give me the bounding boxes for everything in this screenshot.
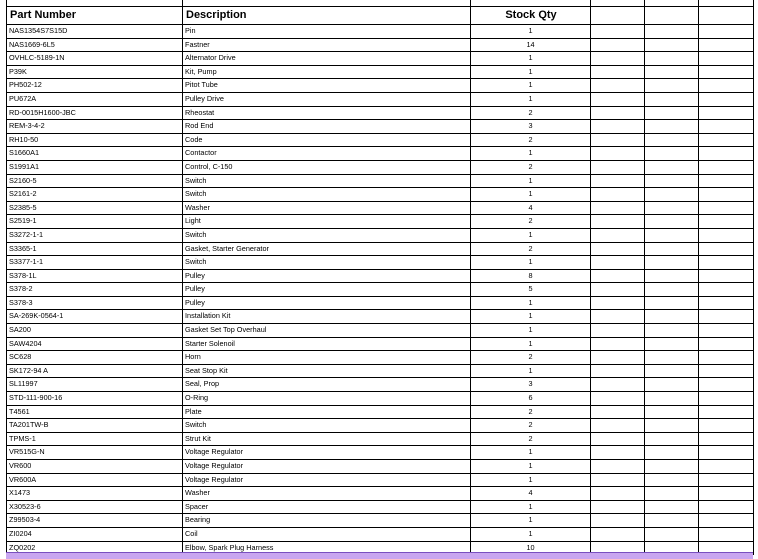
part-number-cell[interactable]: T4561	[7, 405, 183, 419]
empty-cell[interactable]	[699, 256, 754, 270]
empty-cell[interactable]	[645, 256, 699, 270]
stock-qty-cell[interactable]: 1	[471, 500, 591, 514]
table-row	[7, 446, 754, 460]
description-cell[interactable]: Switch	[183, 228, 471, 242]
table-row	[7, 25, 754, 39]
header-part-number[interactable]: Part Number	[7, 7, 183, 25]
stock-qty-cell[interactable]: 4	[471, 487, 591, 501]
description-cell[interactable]: O-Ring	[183, 392, 471, 406]
stock-qty-cell[interactable]: 8	[471, 269, 591, 283]
stock-qty-cell[interactable]: 2	[471, 432, 591, 446]
stock-qty-cell[interactable]: 14	[471, 38, 591, 52]
stock-qty-cell[interactable]: 3	[471, 120, 591, 134]
empty-cell[interactable]	[699, 92, 754, 106]
table-row	[7, 269, 754, 283]
part-number-cell[interactable]: VR600A	[7, 473, 183, 487]
empty-cell[interactable]	[645, 337, 699, 351]
header-stock-qty[interactable]: Stock Qty	[471, 7, 591, 25]
empty-cell[interactable]	[591, 392, 645, 406]
part-number-cell[interactable]: ZQ0202	[7, 541, 183, 555]
empty-cell[interactable]	[645, 296, 699, 310]
empty-cell[interactable]	[699, 79, 754, 93]
empty-cell[interactable]	[591, 527, 645, 541]
table-row	[7, 351, 754, 365]
stock-qty-cell[interactable]: 1	[471, 256, 591, 270]
description-cell[interactable]: Plate	[183, 405, 471, 419]
empty-cell[interactable]	[645, 228, 699, 242]
empty-cell[interactable]	[645, 38, 699, 52]
description-cell[interactable]: Light	[183, 215, 471, 229]
empty-cell[interactable]	[591, 351, 645, 365]
part-number-cell[interactable]: S1991A1	[7, 160, 183, 174]
stock-qty-cell[interactable]: 5	[471, 283, 591, 297]
description-cell[interactable]: Switch	[183, 174, 471, 188]
empty-cell[interactable]	[591, 500, 645, 514]
description-cell[interactable]: Gasket Set Top Overhaul	[183, 324, 471, 338]
empty-cell[interactable]	[645, 147, 699, 161]
empty-cell[interactable]	[699, 269, 754, 283]
part-number-cell[interactable]: S3365-1	[7, 242, 183, 256]
empty-cell[interactable]	[645, 79, 699, 93]
table-row	[7, 432, 754, 446]
stock-qty-cell[interactable]: 2	[471, 160, 591, 174]
table-row	[7, 310, 754, 324]
part-number-cell[interactable]: VR515G-N	[7, 446, 183, 460]
empty-cell[interactable]	[699, 52, 754, 66]
part-number-cell[interactable]: NAS1669-6L5	[7, 38, 183, 52]
empty-cell[interactable]	[645, 405, 699, 419]
table-row	[7, 38, 754, 52]
empty-cell[interactable]	[591, 106, 645, 120]
table-row	[7, 337, 754, 351]
empty-cell[interactable]	[591, 92, 645, 106]
stock-qty-cell[interactable]: 1	[471, 92, 591, 106]
empty-cell[interactable]	[699, 405, 754, 419]
part-number-cell[interactable]: SA200	[7, 324, 183, 338]
empty-cell[interactable]	[645, 188, 699, 202]
empty-cell[interactable]	[591, 514, 645, 528]
empty-cell[interactable]	[591, 487, 645, 501]
table-row	[7, 120, 754, 134]
table-row	[7, 106, 754, 120]
empty-cell[interactable]	[645, 527, 699, 541]
part-number-cell[interactable]: OVHLC-5189-1N	[7, 52, 183, 66]
empty-cell[interactable]	[699, 147, 754, 161]
empty-cell[interactable]	[591, 174, 645, 188]
empty-cell[interactable]	[645, 133, 699, 147]
empty-cell[interactable]	[699, 419, 754, 433]
description-cell[interactable]: Pitot Tube	[183, 79, 471, 93]
empty-cell[interactable]	[645, 487, 699, 501]
empty-cell[interactable]	[699, 160, 754, 174]
empty-cell[interactable]	[591, 405, 645, 419]
stock-qty-cell[interactable]: 2	[471, 242, 591, 256]
empty-cell[interactable]	[645, 201, 699, 215]
empty-cell[interactable]	[699, 38, 754, 52]
stock-qty-cell[interactable]: 1	[471, 337, 591, 351]
empty-cell[interactable]	[645, 392, 699, 406]
empty-cell[interactable]	[699, 310, 754, 324]
empty-cell[interactable]	[645, 25, 699, 39]
stock-qty-cell[interactable]: 4	[471, 201, 591, 215]
table-row	[7, 160, 754, 174]
description-cell[interactable]: Code	[183, 133, 471, 147]
empty-cell[interactable]	[591, 228, 645, 242]
empty-cell[interactable]	[591, 269, 645, 283]
table-row	[7, 364, 754, 378]
empty-cell[interactable]	[645, 378, 699, 392]
empty-cell[interactable]	[591, 283, 645, 297]
description-cell[interactable]: Pin	[183, 25, 471, 39]
empty-cell[interactable]	[699, 25, 754, 39]
description-cell[interactable]: Pulley	[183, 269, 471, 283]
empty-cell[interactable]	[645, 269, 699, 283]
table-row	[7, 473, 754, 487]
part-number-cell[interactable]: SC628	[7, 351, 183, 365]
empty-cell[interactable]	[591, 460, 645, 474]
part-number-cell[interactable]: S2519-1	[7, 215, 183, 229]
empty-cell[interactable]	[645, 52, 699, 66]
empty-cell[interactable]	[591, 446, 645, 460]
empty-cell[interactable]	[699, 201, 754, 215]
table-row	[7, 460, 754, 474]
empty-cell[interactable]	[645, 432, 699, 446]
empty-cell[interactable]	[699, 527, 754, 541]
stock-qty-cell[interactable]: 2	[471, 419, 591, 433]
table-row	[7, 215, 754, 229]
part-number-cell[interactable]: P39K	[7, 65, 183, 79]
stock-qty-cell[interactable]: 1	[471, 65, 591, 79]
empty-cell[interactable]	[645, 460, 699, 474]
empty-cell[interactable]	[645, 242, 699, 256]
description-cell[interactable]: Horn	[183, 351, 471, 365]
empty-cell[interactable]	[591, 256, 645, 270]
table-row	[7, 79, 754, 93]
empty-cell[interactable]	[699, 460, 754, 474]
table-row	[7, 256, 754, 270]
table-row	[7, 324, 754, 338]
empty-cell[interactable]	[591, 79, 645, 93]
empty-cell[interactable]	[699, 432, 754, 446]
part-number-cell[interactable]: SAW4204	[7, 337, 183, 351]
empty-cell[interactable]	[645, 446, 699, 460]
part-number-cell[interactable]: ZI0204	[7, 527, 183, 541]
empty-cell[interactable]	[645, 419, 699, 433]
table-row	[7, 500, 754, 514]
empty-cell[interactable]	[699, 106, 754, 120]
description-cell[interactable]: Seat Stop Kit	[183, 364, 471, 378]
stock-qty-cell[interactable]: 2	[471, 133, 591, 147]
table-row	[7, 52, 754, 66]
empty-cell[interactable]	[591, 337, 645, 351]
part-number-cell[interactable]: TA201TW-B	[7, 419, 183, 433]
table-row	[7, 92, 754, 106]
stock-qty-cell[interactable]: 1	[471, 25, 591, 39]
empty-cell[interactable]	[645, 324, 699, 338]
stock-qty-cell[interactable]: 1	[471, 228, 591, 242]
empty-cell[interactable]	[645, 215, 699, 229]
description-cell[interactable]: Kit, Pump	[183, 65, 471, 79]
empty-cell[interactable]	[591, 133, 645, 147]
empty-cell[interactable]	[591, 38, 645, 52]
empty-cell[interactable]	[591, 378, 645, 392]
table-row	[7, 487, 754, 501]
empty-cell[interactable]	[591, 215, 645, 229]
table-row	[7, 188, 754, 202]
table-row	[7, 405, 754, 419]
empty-cell[interactable]	[699, 296, 754, 310]
empty-cell[interactable]	[699, 514, 754, 528]
stock-qty-cell[interactable]: 3	[471, 378, 591, 392]
part-number-cell[interactable]: SA-269K-0564-1	[7, 310, 183, 324]
empty-cell[interactable]	[699, 283, 754, 297]
description-cell[interactable]: Elbow, Spark Plug Harness	[183, 541, 471, 555]
stock-qty-cell[interactable]: 1	[471, 364, 591, 378]
stock-qty-cell[interactable]: 6	[471, 392, 591, 406]
description-cell[interactable]: Washer	[183, 201, 471, 215]
empty-cell[interactable]	[591, 296, 645, 310]
stock-qty-cell[interactable]: 1	[471, 460, 591, 474]
stock-qty-cell[interactable]: 2	[471, 106, 591, 120]
description-cell[interactable]: Washer	[183, 487, 471, 501]
table-row	[7, 283, 754, 297]
description-cell[interactable]: Rod End	[183, 120, 471, 134]
empty-cell[interactable]	[699, 65, 754, 79]
empty-cell[interactable]	[591, 65, 645, 79]
empty-cell[interactable]	[591, 242, 645, 256]
table-row	[7, 133, 754, 147]
table-row	[7, 514, 754, 528]
table-row	[7, 296, 754, 310]
empty-cell[interactable]	[591, 147, 645, 161]
empty-cell[interactable]	[645, 92, 699, 106]
part-number-cell[interactable]: SK172-94 A	[7, 364, 183, 378]
empty-cell[interactable]	[645, 106, 699, 120]
table-row	[7, 174, 754, 188]
header-description[interactable]: Description	[183, 7, 471, 25]
empty-cell[interactable]	[699, 351, 754, 365]
stock-qty-cell[interactable]: 2	[471, 351, 591, 365]
description-cell[interactable]: Seal, Prop	[183, 378, 471, 392]
header-empty-cell[interactable]	[699, 7, 754, 25]
stock-qty-cell[interactable]: 1	[471, 473, 591, 487]
table-row	[7, 65, 754, 79]
table-row	[7, 527, 754, 541]
stock-qty-cell[interactable]: 1	[471, 446, 591, 460]
part-number-cell[interactable]: S378-2	[7, 283, 183, 297]
empty-cell[interactable]	[645, 500, 699, 514]
description-cell[interactable]: Coil	[183, 527, 471, 541]
selection-band	[6, 552, 753, 559]
empty-cell[interactable]	[591, 324, 645, 338]
description-cell[interactable]: Voltage Regulator	[183, 473, 471, 487]
stock-table	[6, 0, 754, 555]
empty-cell[interactable]	[699, 133, 754, 147]
description-cell[interactable]: Switch	[183, 188, 471, 202]
header-row	[7, 7, 754, 25]
empty-cell[interactable]	[699, 446, 754, 460]
description-cell[interactable]: Voltage Regulator	[183, 460, 471, 474]
description-cell[interactable]: Pulley	[183, 296, 471, 310]
part-number-cell[interactable]: X30523-6	[7, 500, 183, 514]
empty-cell[interactable]	[699, 188, 754, 202]
part-number-cell[interactable]: TPMS-1	[7, 432, 183, 446]
empty-cell[interactable]	[645, 120, 699, 134]
empty-cell[interactable]	[591, 188, 645, 202]
header-empty-cell[interactable]	[645, 7, 699, 25]
empty-cell[interactable]	[699, 392, 754, 406]
empty-cell[interactable]	[591, 364, 645, 378]
table-row	[7, 378, 754, 392]
empty-cell[interactable]	[591, 310, 645, 324]
empty-cell[interactable]	[591, 473, 645, 487]
description-cell[interactable]: Bearing	[183, 514, 471, 528]
part-number-cell[interactable]: REM-3-4-2	[7, 120, 183, 134]
stock-qty-cell[interactable]: 1	[471, 174, 591, 188]
stock-qty-cell[interactable]: 1	[471, 52, 591, 66]
empty-cell[interactable]	[645, 283, 699, 297]
part-number-cell[interactable]: S2385-5	[7, 201, 183, 215]
empty-cell[interactable]	[591, 432, 645, 446]
description-cell[interactable]: Installation Kit	[183, 310, 471, 324]
stock-qty-cell[interactable]: 1	[471, 324, 591, 338]
description-cell[interactable]: Alternator Drive	[183, 52, 471, 66]
empty-cell[interactable]	[699, 242, 754, 256]
stock-qty-cell[interactable]: 1	[471, 188, 591, 202]
empty-cell[interactable]	[699, 473, 754, 487]
empty-cell[interactable]	[591, 201, 645, 215]
empty-cell[interactable]	[591, 120, 645, 134]
header-empty-cell[interactable]	[591, 7, 645, 25]
stock-qty-cell[interactable]: 1	[471, 296, 591, 310]
description-cell[interactable]: Gasket, Starter Generator	[183, 242, 471, 256]
part-number-cell[interactable]: Z99503-4	[7, 514, 183, 528]
empty-cell[interactable]	[645, 174, 699, 188]
part-number-cell[interactable]: S378-1L	[7, 269, 183, 283]
description-cell[interactable]: Spacer	[183, 500, 471, 514]
empty-cell[interactable]	[645, 160, 699, 174]
stock-qty-cell[interactable]: 2	[471, 405, 591, 419]
part-number-cell[interactable]: STD-111-900-16	[7, 392, 183, 406]
description-cell[interactable]: Strut Kit	[183, 432, 471, 446]
table-row	[7, 201, 754, 215]
description-cell[interactable]: Pulley	[183, 283, 471, 297]
part-number-cell[interactable]: S3272-1-1	[7, 228, 183, 242]
stock-qty-cell[interactable]: 1	[471, 514, 591, 528]
empty-cell[interactable]	[699, 120, 754, 134]
stock-qty-cell[interactable]: 1	[471, 527, 591, 541]
stock-qty-cell[interactable]: 2	[471, 215, 591, 229]
description-cell[interactable]: Rheostat	[183, 106, 471, 120]
empty-cell[interactable]	[699, 500, 754, 514]
empty-cell[interactable]	[699, 228, 754, 242]
empty-cell[interactable]	[699, 215, 754, 229]
empty-cell[interactable]	[699, 487, 754, 501]
empty-cell[interactable]	[645, 473, 699, 487]
description-cell[interactable]: Contactor	[183, 147, 471, 161]
stock-qty-cell[interactable]: 1	[471, 310, 591, 324]
empty-cell[interactable]	[591, 25, 645, 39]
empty-cell[interactable]	[645, 65, 699, 79]
empty-cell[interactable]	[645, 514, 699, 528]
part-number-cell[interactable]: SL11997	[7, 378, 183, 392]
description-cell[interactable]: Fastner	[183, 38, 471, 52]
description-cell[interactable]: Starter Solenoil	[183, 337, 471, 351]
empty-cell[interactable]	[645, 351, 699, 365]
description-cell[interactable]: Pulley Drive	[183, 92, 471, 106]
description-cell[interactable]: Switch	[183, 419, 471, 433]
part-number-cell[interactable]: S1660A1	[7, 147, 183, 161]
table-row	[7, 419, 754, 433]
empty-cell[interactable]	[645, 364, 699, 378]
table-row	[7, 228, 754, 242]
part-number-cell[interactable]: RH10-50	[7, 133, 183, 147]
part-number-cell[interactable]: PU672A	[7, 92, 183, 106]
empty-cell[interactable]	[699, 378, 754, 392]
description-cell[interactable]: Control, C-150	[183, 160, 471, 174]
part-number-cell[interactable]: X1473	[7, 487, 183, 501]
empty-cell[interactable]	[699, 174, 754, 188]
stock-qty-cell[interactable]: 10	[471, 541, 591, 555]
table-row	[7, 242, 754, 256]
empty-cell[interactable]	[591, 52, 645, 66]
empty-cell[interactable]	[591, 419, 645, 433]
stock-qty-cell[interactable]: 1	[471, 147, 591, 161]
description-cell[interactable]: Switch	[183, 256, 471, 270]
empty-cell[interactable]	[591, 160, 645, 174]
table-row	[7, 147, 754, 161]
empty-cell[interactable]	[645, 310, 699, 324]
part-number-cell[interactable]: VR600	[7, 460, 183, 474]
part-number-cell[interactable]: S378-3	[7, 296, 183, 310]
stock-qty-cell[interactable]: 1	[471, 79, 591, 93]
empty-cell[interactable]	[699, 337, 754, 351]
part-number-cell[interactable]: RD-0015H1600-JBC	[7, 106, 183, 120]
part-number-cell[interactable]: S2161-2	[7, 188, 183, 202]
description-cell[interactable]: Voltage Regulator	[183, 446, 471, 460]
part-number-cell[interactable]: S3377-1-1	[7, 256, 183, 270]
part-number-cell[interactable]: NAS1354S7S15D	[7, 25, 183, 39]
part-number-cell[interactable]: S2160-5	[7, 174, 183, 188]
empty-cell[interactable]	[699, 324, 754, 338]
table-row	[7, 392, 754, 406]
part-number-cell[interactable]: PH502-12	[7, 79, 183, 93]
empty-cell[interactable]	[699, 364, 754, 378]
